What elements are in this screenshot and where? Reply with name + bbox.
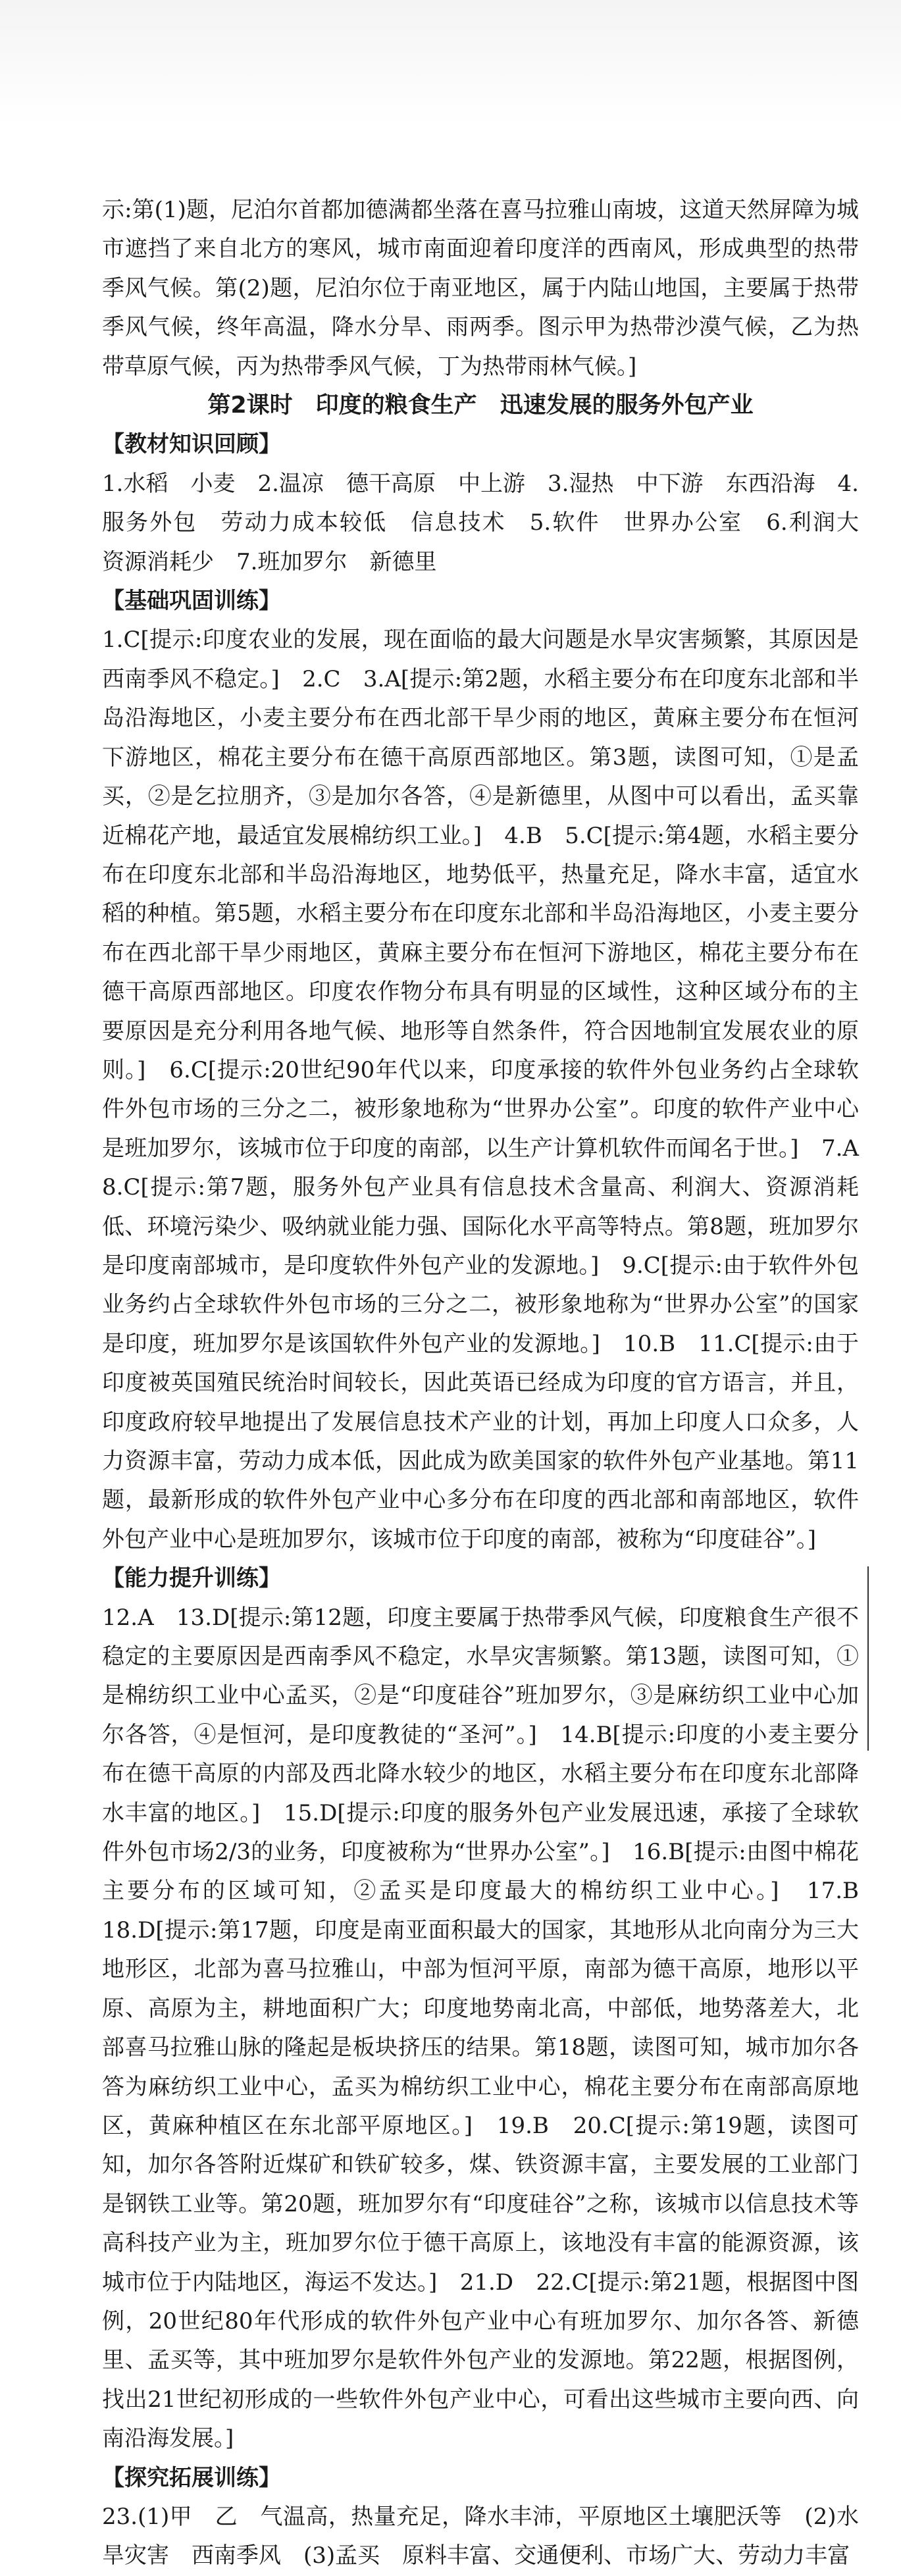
page-top-shadow: [0, 0, 901, 125]
lesson-title: 第2课时 印度的粮食生产 迅速发展的服务外包产业: [207, 392, 754, 419]
answer-page: [102, 191, 881, 2576]
right-margin-rule: [867, 1566, 869, 1751]
section-heading-ability: 【能力提升训练】: [102, 1565, 281, 1592]
review-answers: 1.水稻 小麦 2.温凉 德干高原 中上游 3.湿热 中下游 东西沿海 4.服务外包 劳动力成本较低 信息技术 5.软件 世界办公室 6.利润大 资源消耗少 7.班加罗尔 新德里: [102, 470, 881, 575]
explore-answers: 23.(1)甲 乙 气温高，热量充足，降水丰沛，平原地区土壤肥沃等 (2)水旱灾害 西南季风 (3)孟买 原料丰富、交通便利、市场广大、劳动力丰富: [102, 2503, 859, 2569]
basic-answers: 1.C[提示:印度农业的发展，现在面临的最大问题是水旱灾害频繁，其原因是西南季风不稳定。] 2.C 3.A[提示:第2题，水稻主要分布在印度东北部和半岛沿海地区，小麦主要分布在西北部干旱少雨的地区，黄麻主要分布在恒河下游地区，棉花主要分布在德干高原西部地区。第3题，读图可知，①是孟买，②是乞拉朋齐，③是加尔各答，④是新德里，从图中可以看出，孟买靠近棉花产地，最适宜发展棉纺织工业。] 4.B 5.C[提示:第4题，水稻主要分布在印度东北部和半岛沿海地区，地势低平，热量充足，降水丰富，适宜水稻的种植。第5题，水稻主要分布在印度东北部和半岛沿海地区，小麦主要分布在西北部干旱少雨地区，黄麻主要分布在恒河下游地区，棉花主要分布在德干高原西部地区。印度农作物分布具有明显的区域性，这种区域分布的主要原因是充分利用各地气候、地形等自然条件，符合因地制宜发展农业的原则。] 6.C[提示:20世纪90年代以来，印度承接的软件外包业务约占全球软件外包市场的三分之二，被形象地称为“世界办公室”。印度的软件产业中心是班加罗尔，该城市位于印度的南部，以生产计算机软件而闻名于世。] 7.A 8.C[提示:第7题，服务外包产业具有信息技术含量高、利润大、资源消耗低、环境污染少、吸纳就业能力强、国际化水平高等特点。第8题，班加罗尔是印度南部城市，是印度软件外包产业的发源地。] 9.C[提示:由于软件外包业务约占全球软件外包市场的三分之二，被形象地称为“世界办公室”的国家是印度，班加罗尔是该国软件外包产业的发源地。] 10.B 11.C[提示:由于印度被英国殖民统治时间较长，因此英语已经成为印度的官方语言，并且，印度政府较早地提出了发展信息技术产业的计划，再加上印度人口众多，人力资源丰富，劳动力成本低，因此成为欧美国家的软件外包产业基地。第11题，最新形成的软件外包产业中心多分布在印度的西北部和南部地区，软件外包产业中心是班加罗尔，该城市位于印度的南部，被称为“印度硅谷”。]: [102, 627, 881, 1553]
ability-answers: 12.A 13.D[提示:第12题，印度主要属于热带季风气候，印度粮食生产很不稳定的主要原因是西南季风不稳定，水旱灾害频繁。第13题，读图可知，①是棉纺织工业中心孟买，②是“印度硅谷”班加罗尔，③是麻纺织工业中心加尔各答，④是恒河，是印度教徒的“圣河”。] 14.B[提示:印度的小麦主要分布在德干高原的内部及西北降水较少的地区，水稻主要分布在印度东北部降水丰富的地区。] 15.D[提示:印度的服务外包产业发展迅速，承接了全球软件外包市场2/3的业务，印度被称为“世界办公室”。] 16.B[提示:由图中棉花主要分布的区域可知，②孟买是印度最大的棉纺织工业中心。] 17.B 18.D[提示:第17题，印度是南亚面积最大的国家，其地形从北向南分为三大地形区，北部为喜马拉雅山，中部为恒河平原，南部为德干高原，地形以平原、高原为主，耕地面积广大；印度地势南北高，中部低，地势落差大，北部喜马拉雅山脉的隆起是板块挤压的结果。第18题，读图可知，城市加尔各答为麻纺织工业中心，孟买为棉纺织工业中心，棉花主要分布在南部高原地区，黄麻种植区在东北部平原地区。] 19.B 20.C[提示:第19题，读图可知，加尔各答附近煤矿和铁矿较多，煤、铁资源丰富，主要发展的工业部门是钢铁工业等。第20题，班加罗尔有“印度硅谷”之称，该城市以信息技术等高科技产业为主，班加罗尔位于德干高原上，该地没有丰富的能源资源，该城市位于内陆地区，海运不发达。] 21.D 22.C[提示:第21题，根据图中图例，20世纪80年代形成的软件外包产业中心有班加罗尔、加尔各答、新德里、孟买等，其中班加罗尔是软件外包产业的发源地。第22题，根据图例，找出21世纪初形成的一些软件外包产业中心，可看出这些城市主要向西、向南沿海发展。]: [102, 1604, 881, 2452]
section-heading-review: 【教材知识回顾】: [102, 431, 281, 458]
section-heading-explore: 【探究拓展训练】: [102, 2464, 281, 2491]
intro-paragraph: 示:第(1)题，尼泊尔首都加德满都坐落在喜马拉雅山南坡，这道天然屏障为城市遮挡了来自北方的寒风，城市南面迎着印度洋的西南风，形成典型的热带季风气候。第(2)题，尼泊尔位于南亚地区，属于内陆山地国，主要属于热带季风气候，终年高温，降水分旱、雨两季。图示甲为热带沙漠气候，乙为热带草原气候，丙为热带季风气候，丁为热带雨林气候。]: [102, 197, 859, 380]
section-heading-basic: 【基础巩固训练】: [102, 588, 281, 615]
